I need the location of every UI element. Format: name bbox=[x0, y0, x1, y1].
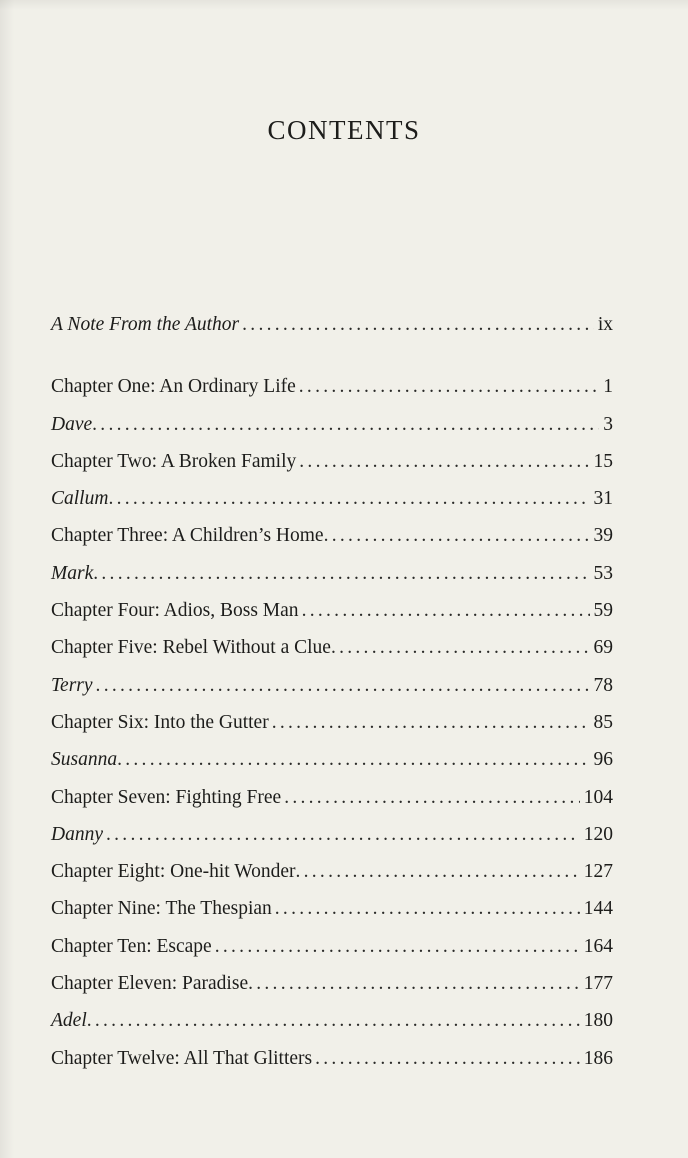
toc-entry-label: Mark bbox=[51, 562, 94, 584]
toc-entry-page: ix bbox=[597, 314, 613, 335]
dot-leader bbox=[108, 480, 589, 517]
toc-entry-label: Chapter Three: A Children’s Home bbox=[51, 525, 324, 547]
toc-entry bbox=[51, 1002, 613, 1039]
dot-leader bbox=[302, 592, 590, 629]
toc-entry-label: Chapter Six: Into the Gutter bbox=[51, 711, 269, 733]
toc-entry bbox=[51, 965, 613, 1002]
toc-entry-label: Chapter Nine: The Thespian bbox=[51, 898, 272, 920]
dot-leader bbox=[299, 368, 599, 405]
toc-entry bbox=[51, 816, 613, 853]
toc-entry-label: Chapter One: An Ordinary Life bbox=[51, 376, 296, 398]
table-of-contents bbox=[51, 306, 613, 1077]
toc-entry bbox=[51, 406, 613, 443]
toc-entry-page: 3 bbox=[603, 413, 613, 435]
toc-entry-page: 53 bbox=[593, 562, 613, 584]
toc-entry-label: Danny bbox=[51, 823, 103, 845]
toc-entry-label: Chapter Eleven: Paradise bbox=[51, 973, 249, 995]
dot-leader bbox=[117, 741, 589, 778]
toc-entry bbox=[51, 306, 613, 343]
toc-entry-label: Terry bbox=[51, 674, 93, 696]
toc-entry-label: Chapter Twelve: All That Glitters bbox=[51, 1047, 313, 1069]
toc-entry-label: Chapter Two: A Broken Family bbox=[51, 450, 297, 472]
toc-entry bbox=[51, 667, 613, 704]
toc-entry-page: 144 bbox=[583, 898, 613, 920]
toc-entry bbox=[51, 517, 613, 554]
dot-leader bbox=[284, 779, 580, 816]
dot-leader bbox=[331, 629, 590, 666]
dot-leader bbox=[248, 965, 580, 1002]
toc-entry-label: Chapter Ten: Escape bbox=[51, 935, 212, 957]
toc-entry bbox=[51, 704, 613, 741]
dot-leader bbox=[215, 928, 580, 965]
toc-entry-page: 120 bbox=[583, 823, 613, 845]
toc-entry-page: 180 bbox=[583, 1010, 613, 1032]
dot-leader bbox=[275, 890, 580, 927]
toc-entry-page: 164 bbox=[583, 935, 613, 957]
toc-entry bbox=[51, 1040, 613, 1077]
toc-entry bbox=[51, 890, 613, 927]
toc-entry bbox=[51, 741, 613, 778]
toc-entry-page: 96 bbox=[593, 749, 613, 771]
toc-entry bbox=[51, 853, 613, 890]
toc-entry-label: Adel bbox=[51, 1010, 87, 1032]
dot-leader bbox=[272, 704, 590, 741]
dot-leader bbox=[324, 517, 590, 554]
dot-leader bbox=[315, 1040, 580, 1077]
toc-entry-page: 177 bbox=[583, 973, 613, 995]
dot-leader bbox=[299, 443, 589, 480]
toc-entry-page: 39 bbox=[593, 525, 613, 547]
toc-entry-label: Callum bbox=[51, 488, 109, 510]
page-title: CONTENTS bbox=[267, 115, 421, 145]
toc-entry bbox=[51, 555, 613, 592]
toc-entry bbox=[51, 368, 613, 405]
toc-entry bbox=[51, 629, 613, 666]
toc-entry-page: 59 bbox=[593, 600, 613, 622]
toc-entry bbox=[51, 480, 613, 517]
toc-entry-page: 31 bbox=[593, 488, 613, 510]
toc-entry-page: 186 bbox=[583, 1047, 613, 1069]
toc-entry bbox=[51, 443, 613, 480]
dot-leader bbox=[93, 555, 589, 592]
dot-leader bbox=[92, 406, 599, 443]
toc-entry-label: Dave bbox=[51, 413, 93, 435]
toc-entry-page: 78 bbox=[593, 674, 613, 696]
dot-leader bbox=[87, 1002, 580, 1039]
toc-entry-page: 15 bbox=[593, 450, 613, 472]
toc-entry-label: Chapter Five: Rebel Without a Clue bbox=[51, 637, 331, 659]
toc-entry bbox=[51, 592, 613, 629]
dot-leader bbox=[242, 306, 594, 343]
toc-entry-page: 104 bbox=[583, 786, 613, 808]
toc-entry-label: Susanna bbox=[51, 749, 118, 771]
toc-entry-page: 127 bbox=[583, 861, 613, 883]
toc-entry bbox=[51, 779, 613, 816]
toc-entry-page: 1 bbox=[603, 376, 613, 398]
toc-entry-label: Chapter Seven: Fighting Free bbox=[51, 786, 282, 808]
dot-leader bbox=[106, 816, 580, 853]
toc-entry bbox=[51, 928, 613, 965]
toc-entry-page: 85 bbox=[593, 711, 613, 733]
toc-entry-page: 69 bbox=[593, 637, 613, 659]
dot-leader bbox=[96, 667, 590, 704]
dot-leader bbox=[295, 853, 579, 890]
toc-entry-label: Chapter Eight: One-hit Wonder bbox=[51, 861, 296, 883]
toc-entry-label: Chapter Four: Adios, Boss Man bbox=[51, 600, 299, 622]
toc-entry-label: A Note From the Author bbox=[51, 314, 240, 335]
